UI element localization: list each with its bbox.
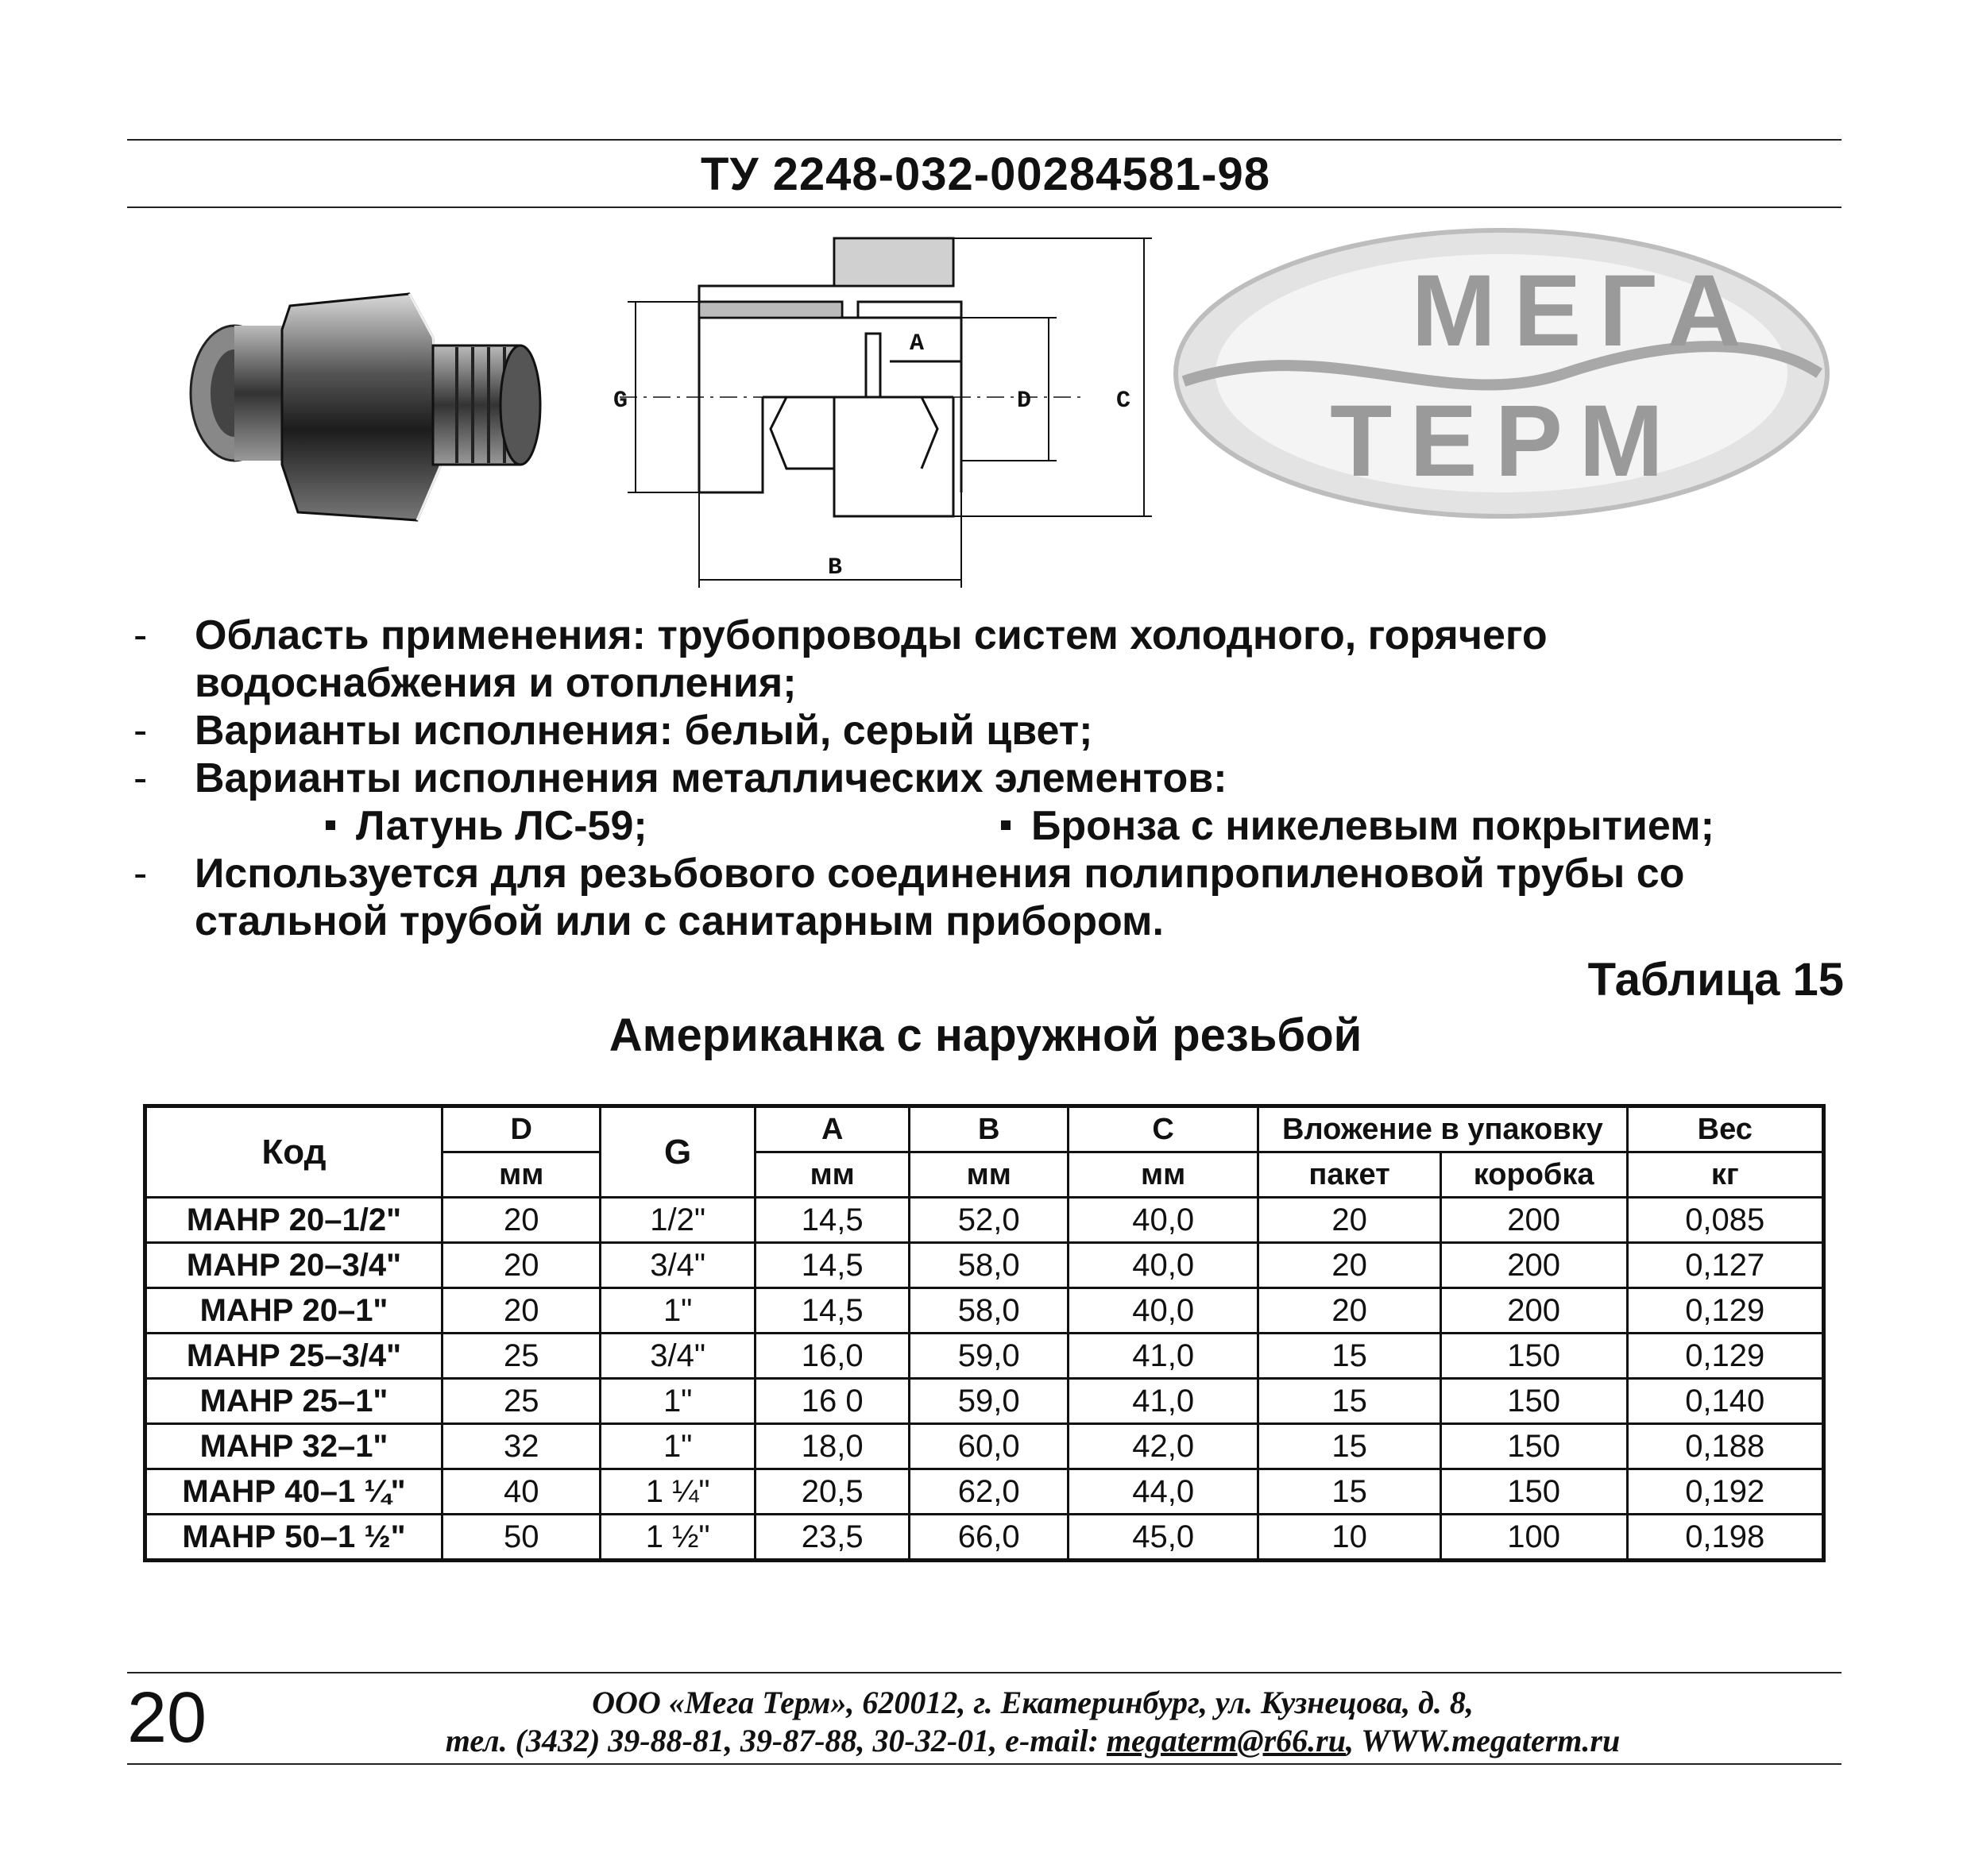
col-header-g: G — [601, 1106, 756, 1198]
table-row — [145, 1469, 1824, 1515]
page-number: 20 — [127, 1678, 207, 1758]
cell-weight: 0,127 — [1627, 1243, 1824, 1288]
unit-box: коробка — [1440, 1152, 1627, 1198]
col-header-c: C — [1068, 1106, 1258, 1152]
cell-a: 14,5 — [755, 1198, 910, 1243]
dim-label-g: G — [613, 388, 628, 415]
table-row — [145, 1198, 1824, 1243]
cell-box: 150 — [1440, 1469, 1627, 1515]
dim-label-c: C — [1116, 388, 1131, 415]
cell-c: 40,0 — [1068, 1243, 1258, 1288]
table-row — [145, 1243, 1824, 1288]
cell-c: 45,0 — [1068, 1515, 1258, 1561]
dim-label-a: A — [910, 330, 925, 357]
cell-box: 150 — [1440, 1424, 1627, 1469]
sub-list — [127, 802, 1875, 850]
cell-c: 44,0 — [1068, 1469, 1258, 1515]
bullet-text: Варианты исполнения: белый, серый цвет; — [195, 708, 1093, 754]
cell-weight: 0,188 — [1627, 1424, 1824, 1469]
cell-packet: 15 — [1258, 1379, 1441, 1424]
footer-bottom-rule — [127, 1763, 1842, 1765]
cell-d: 20 — [442, 1288, 600, 1334]
table-row — [145, 1288, 1824, 1334]
cell-g: 1 ¼" — [601, 1469, 756, 1515]
cell-box: 150 — [1440, 1334, 1627, 1379]
cell-box: 150 — [1440, 1379, 1627, 1424]
table-body — [145, 1198, 1824, 1561]
sub-item: Бронза с никелевым покрытием; — [1001, 802, 1714, 850]
document-code: ТУ 2248-032-00284581-98 — [701, 149, 1270, 200]
unit-mm: мм — [1068, 1152, 1258, 1198]
cell-a: 23,5 — [755, 1515, 910, 1561]
cell-d: 40 — [442, 1469, 600, 1515]
technical-drawing — [604, 230, 1176, 604]
cell-g: 3/4" — [601, 1334, 756, 1379]
col-header-weight: Вес — [1627, 1106, 1824, 1152]
cell-weight: 0,192 — [1627, 1469, 1824, 1515]
cell-code: МАНР 20–1" — [145, 1288, 443, 1334]
cell-box: 200 — [1440, 1288, 1627, 1334]
logo-text-top: МЕГА — [1411, 254, 1759, 368]
cell-weight: 0,085 — [1627, 1198, 1824, 1243]
bullet-text: Варианты исполнения металлических элементов: — [195, 755, 1227, 801]
cell-c: 41,0 — [1068, 1379, 1258, 1424]
footer-contacts: тел. (3432) 39-88-81, 39-87-88, 30-32-01, e-mail: megaterm@r66.ru, WWW.megaterm.ru — [445, 1723, 1621, 1758]
cell-code: МАНР 40–1 ¼" — [145, 1469, 443, 1515]
cell-box: 200 — [1440, 1198, 1627, 1243]
cell-g: 1" — [601, 1288, 756, 1334]
spec-table — [143, 1104, 1826, 1562]
table-row — [145, 1515, 1824, 1561]
header-top-rule — [127, 139, 1842, 141]
list-item: - Область применения: трубопроводы систем холодного, горячего водоснабжения и отопления; — [133, 612, 1548, 706]
cell-packet: 15 — [1258, 1469, 1441, 1515]
table-row — [145, 1424, 1824, 1469]
cell-weight: 0,198 — [1627, 1515, 1824, 1561]
cell-d: 20 — [442, 1243, 600, 1288]
cell-code: МАНР 32–1" — [145, 1424, 443, 1469]
cell-box: 200 — [1440, 1243, 1627, 1288]
cell-d: 50 — [442, 1515, 600, 1561]
cell-g: 1" — [601, 1379, 756, 1424]
bullet-text: Используется для резьбового соединения полипропиленовой трубы со стальной трубой или с санитарным прибором. — [195, 851, 1685, 944]
cell-packet: 10 — [1258, 1515, 1441, 1561]
col-header-b: B — [910, 1106, 1069, 1152]
cell-d: 32 — [442, 1424, 600, 1469]
cell-c: 42,0 — [1068, 1424, 1258, 1469]
col-header-a: A — [755, 1106, 910, 1152]
unit-mm: мм — [442, 1152, 600, 1198]
cell-b: 52,0 — [910, 1198, 1069, 1243]
sub-item: Латунь ЛС-59; — [326, 802, 1001, 850]
cell-box: 100 — [1440, 1515, 1627, 1561]
unit-kg: кг — [1627, 1152, 1824, 1198]
footer-address: ООО «Мега Терм», 620012, г. Екатеринбург, ул. Кузнецова, д. 8, — [592, 1685, 1474, 1720]
cell-code: МАНР 25–3/4" — [145, 1334, 443, 1379]
header-bottom-rule — [127, 207, 1842, 208]
cell-c: 41,0 — [1068, 1334, 1258, 1379]
cell-code: МАНР 20–3/4" — [145, 1243, 443, 1288]
unit-mm: мм — [755, 1152, 910, 1198]
table-row — [145, 1379, 1824, 1424]
cell-c: 40,0 — [1068, 1288, 1258, 1334]
table-row — [145, 1334, 1824, 1379]
cell-b: 58,0 — [910, 1288, 1069, 1334]
cell-packet: 15 — [1258, 1424, 1441, 1469]
cell-b: 62,0 — [910, 1469, 1069, 1515]
unit-packet: пакет — [1258, 1152, 1441, 1198]
cell-code: МАНР 50–1 ½" — [145, 1515, 443, 1561]
col-header-pack: Вложение в упаковку — [1258, 1106, 1627, 1152]
cell-packet: 20 — [1258, 1198, 1441, 1243]
logo-text-bottom: ТЕРМ — [1330, 384, 1681, 498]
cell-a: 18,0 — [755, 1424, 910, 1469]
cell-b: 59,0 — [910, 1334, 1069, 1379]
cell-a: 14,5 — [755, 1288, 910, 1334]
cell-a: 20,5 — [755, 1469, 910, 1515]
col-header-code: Код — [145, 1106, 443, 1198]
cell-g: 1/2" — [601, 1198, 756, 1243]
cell-b: 66,0 — [910, 1515, 1069, 1561]
cell-d: 25 — [442, 1334, 600, 1379]
email-link[interactable]: megaterm@r66.ru — [1106, 1723, 1346, 1758]
cell-d: 20 — [442, 1198, 600, 1243]
cell-packet: 20 — [1258, 1288, 1441, 1334]
bullet-text: Область применения: трубопроводы систем холодного, горячего водоснабжения и отопления; — [195, 612, 1548, 706]
cell-b: 59,0 — [910, 1379, 1069, 1424]
cell-g: 1" — [601, 1424, 756, 1469]
feature-list — [127, 612, 1875, 945]
list-item: - Используется для резьбового соединения полипропиленовой трубы со стальной трубой или с санитарным прибором. — [133, 851, 1685, 944]
table-title: Американка с наружной резьбой — [609, 1009, 1362, 1061]
cell-code: МАНР 25–1" — [145, 1379, 443, 1424]
list-item: - Варианты исполнения: белый, серый цвет; — [133, 708, 1093, 754]
square-bullet-icon — [1001, 820, 1011, 830]
cell-b: 58,0 — [910, 1243, 1069, 1288]
cell-weight: 0,129 — [1627, 1288, 1824, 1334]
dim-label-d: D — [1017, 388, 1032, 415]
cell-packet: 15 — [1258, 1334, 1441, 1379]
footer-top-rule — [127, 1672, 1842, 1673]
cell-weight: 0,129 — [1627, 1334, 1824, 1379]
cell-g: 1 ½" — [601, 1515, 756, 1561]
col-header-d: D — [442, 1106, 600, 1152]
cell-a: 16,0 — [755, 1334, 910, 1379]
cell-code: МАНР 20–1/2" — [145, 1198, 443, 1243]
cell-d: 25 — [442, 1379, 600, 1424]
cell-packet: 20 — [1258, 1243, 1441, 1288]
list-item: - Варианты исполнения металлических элементов: — [133, 755, 1227, 801]
cell-g: 3/4" — [601, 1243, 756, 1288]
table-header-row — [145, 1106, 1824, 1152]
dim-label-b: B — [828, 554, 843, 581]
square-bullet-icon — [326, 820, 335, 830]
cell-weight: 0,140 — [1627, 1379, 1824, 1424]
cell-a: 14,5 — [755, 1243, 910, 1288]
cell-a: 16 0 — [755, 1379, 910, 1424]
unit-mm: мм — [910, 1152, 1069, 1198]
product-photo — [171, 274, 592, 576]
cell-c: 40,0 — [1068, 1198, 1258, 1243]
table-number: Таблица 15 — [1587, 954, 1844, 1006]
cell-b: 60,0 — [910, 1424, 1069, 1469]
